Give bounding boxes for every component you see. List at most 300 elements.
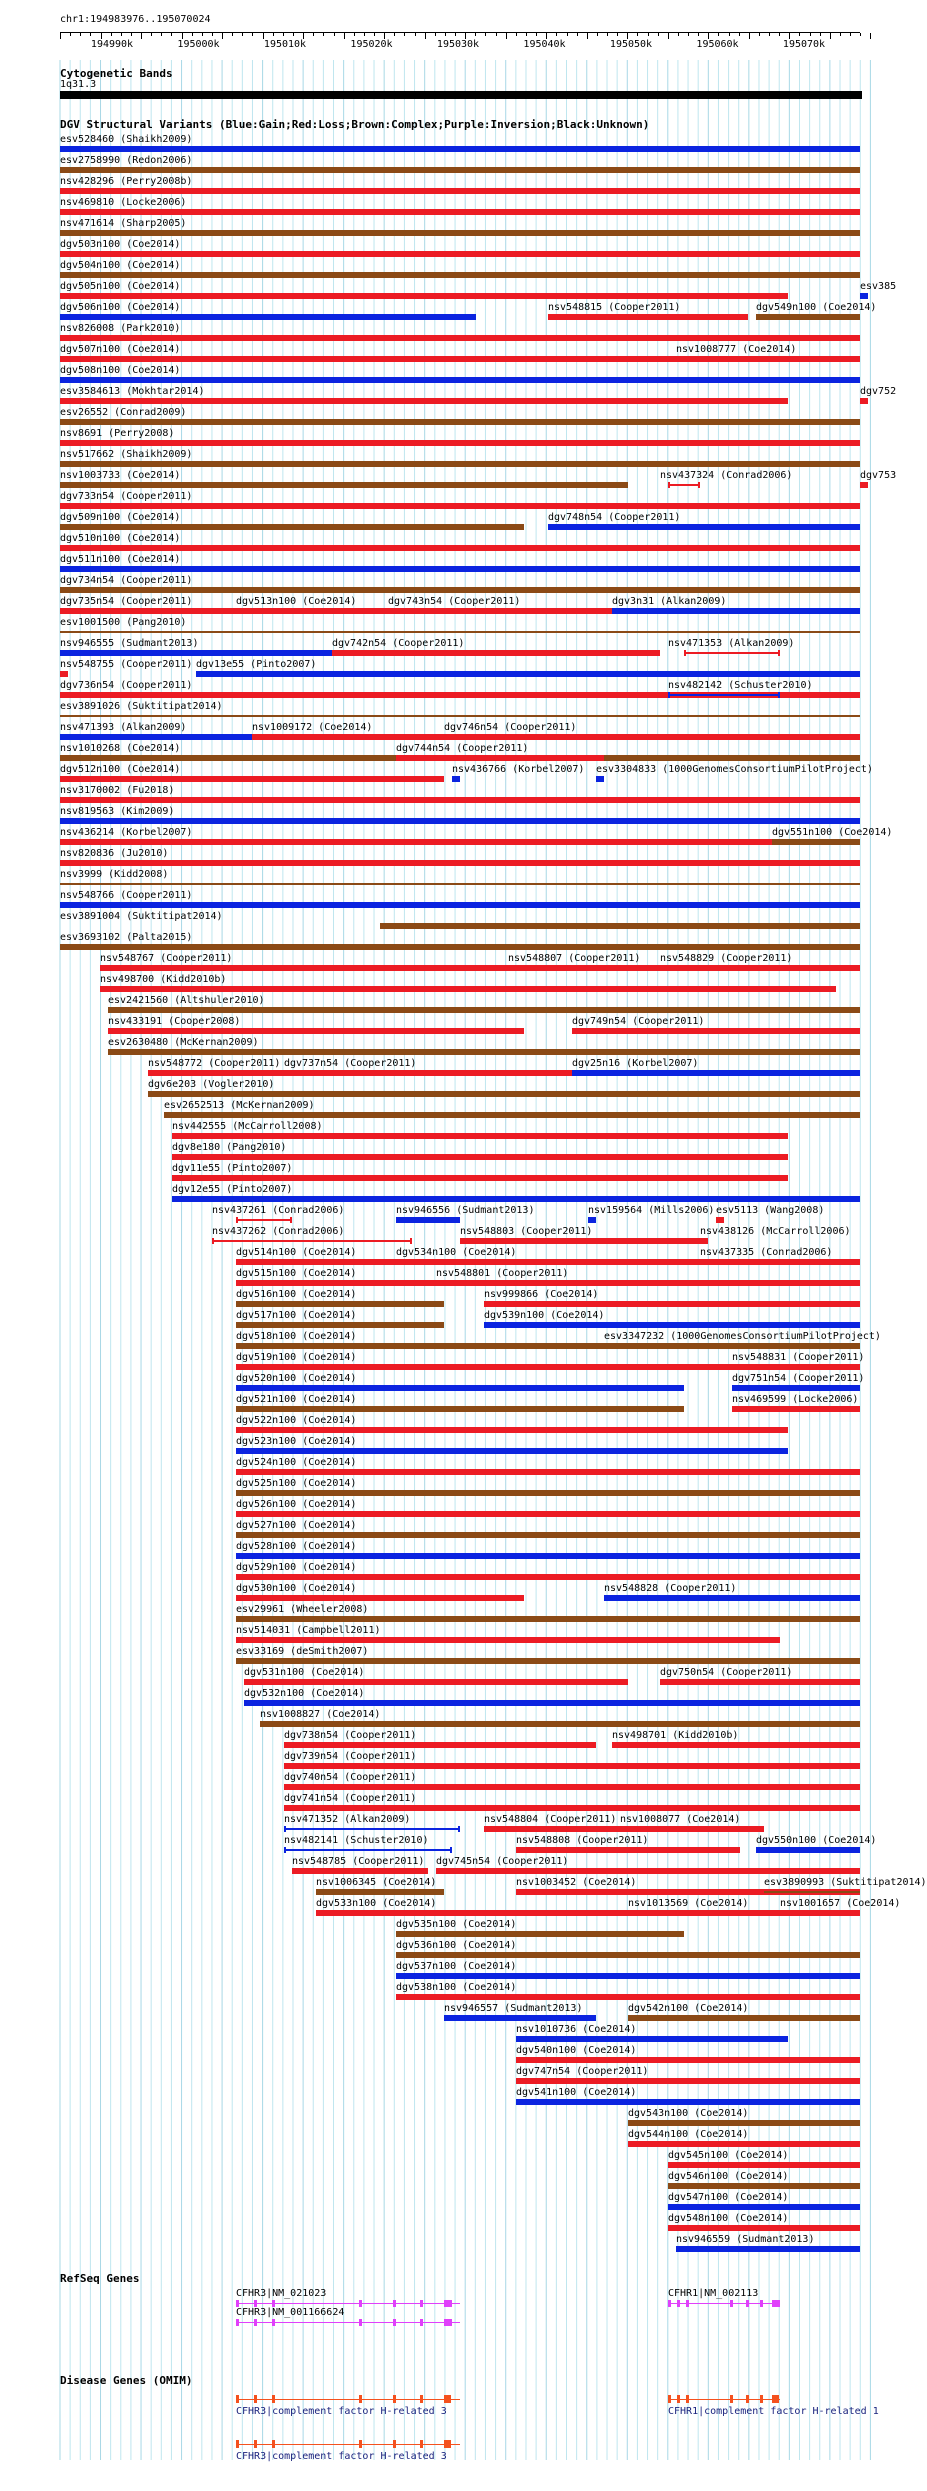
variant-label[interactable]: dgv11e55 (Pinto2007) — [172, 1163, 293, 1174]
variant-label[interactable]: dgv531n100 (Coe2014) — [244, 1667, 365, 1678]
variant-bar[interactable] — [444, 734, 860, 740]
variant-bar[interactable] — [236, 1553, 860, 1559]
variant-bar[interactable] — [436, 1868, 860, 1874]
variant-bar[interactable] — [676, 356, 860, 362]
variant-label[interactable]: esv3584613 (Mokhtar2014) — [60, 386, 205, 397]
variant-label[interactable]: dgv505n100 (Coe2014) — [60, 281, 181, 292]
variant-bar[interactable] — [396, 1952, 860, 1958]
variant-bar[interactable] — [236, 1219, 292, 1221]
variant-bar[interactable] — [244, 1700, 860, 1706]
variant-bar[interactable] — [108, 1028, 524, 1034]
variant-label[interactable]: esv26552 (Conrad2009) — [60, 407, 187, 418]
variant-label[interactable]: nsv428296 (Perry2008b) — [60, 176, 193, 187]
variant-bar[interactable] — [60, 608, 236, 614]
variant-bar[interactable] — [60, 839, 860, 845]
variant-bar[interactable] — [60, 818, 860, 824]
variant-bar[interactable] — [516, 1847, 740, 1853]
variant-label[interactable]: dgv507n100 (Coe2014) — [60, 344, 181, 355]
variant-label[interactable]: nsv1010268 (Coe2014) — [60, 743, 181, 754]
disease-label[interactable]: CFHR3|complement factor H-related 3 — [236, 2451, 447, 2462]
variant-bar[interactable] — [60, 650, 332, 656]
variant-bar[interactable] — [60, 230, 860, 236]
variant-label[interactable]: dgv504n100 (Coe2014) — [60, 260, 181, 271]
variant-label[interactable]: dgv529n100 (Coe2014) — [236, 1562, 357, 1573]
variant-label[interactable]: esv385 — [860, 281, 897, 292]
variant-label[interactable]: dgv516n100 (Coe2014) — [236, 1289, 357, 1300]
variant-label[interactable]: nsv1008827 (Coe2014) — [260, 1709, 381, 1720]
variant-label[interactable]: nsv436214 (Korbel2007) — [60, 827, 193, 838]
variant-label[interactable]: nsv442555 (McCarroll2008) — [172, 1121, 323, 1132]
variant-label[interactable]: nsv946556 (Sudmant2013) — [396, 1205, 535, 1216]
variant-bar[interactable] — [332, 650, 660, 656]
variant-bar[interactable] — [60, 209, 860, 215]
variant-label[interactable]: nsv438126 (McCarroll2006) — [700, 1226, 851, 1237]
variant-label[interactable]: nsv159564 (Mills2006) — [588, 1205, 715, 1216]
variant-label[interactable]: nsv548767 (Cooper2011) — [100, 953, 233, 964]
variant-label[interactable]: dgv750n54 (Cooper2011) — [660, 1667, 793, 1678]
variant-bar[interactable] — [604, 1595, 860, 1601]
variant-label[interactable]: dgv532n100 (Coe2014) — [244, 1688, 365, 1699]
gene-label[interactable]: CFHR3|NM_021023 — [236, 2288, 327, 2299]
variant-label[interactable]: dgv503n100 (Coe2014) — [60, 239, 181, 250]
variant-label[interactable]: dgv506n100 (Coe2014) — [60, 302, 181, 313]
variant-label[interactable]: nsv3170002 (Fu2018) — [60, 785, 175, 796]
variant-bar[interactable] — [516, 2099, 860, 2105]
variant-bar[interactable] — [732, 1406, 860, 1412]
variant-bar[interactable] — [60, 883, 860, 885]
variant-label[interactable]: dgv522n100 (Coe2014) — [236, 1415, 357, 1426]
variant-bar[interactable] — [236, 1658, 860, 1664]
variant-label[interactable]: esv2758990 (Redon2006) — [60, 155, 193, 166]
variant-label[interactable]: dgv524n100 (Coe2014) — [236, 1457, 357, 1468]
variant-bar[interactable] — [732, 1385, 860, 1391]
variant-label[interactable]: nsv1006345 (Coe2014) — [316, 1877, 437, 1888]
variant-label[interactable]: dgv550n100 (Coe2014) — [756, 1835, 877, 1846]
variant-label[interactable]: esv5113 (Wang2008) — [716, 1205, 825, 1216]
variant-label[interactable]: dgv549n100 (Coe2014) — [756, 302, 877, 313]
variant-label[interactable]: nsv946557 (Sudmant2013) — [444, 2003, 583, 2014]
variant-label[interactable]: dgv513n100 (Coe2014) — [236, 596, 357, 607]
variant-bar[interactable] — [236, 1469, 860, 1475]
variant-label[interactable]: dgv546n100 (Coe2014) — [668, 2171, 789, 2182]
variant-label[interactable]: dgv508n100 (Coe2014) — [60, 365, 181, 376]
variant-label[interactable]: esv2421560 (Altshuler2010) — [108, 995, 265, 1006]
variant-bar[interactable] — [860, 398, 868, 404]
variant-bar[interactable] — [668, 2204, 860, 2210]
variant-label[interactable]: dgv530n100 (Coe2014) — [236, 1583, 357, 1594]
disease-label[interactable]: CFHR3|complement factor H-related 3 — [236, 2406, 447, 2417]
variant-label[interactable]: dgv517n100 (Coe2014) — [236, 1310, 357, 1321]
variant-bar[interactable] — [316, 1889, 444, 1895]
variant-label[interactable]: nsv469810 (Locke2006) — [60, 197, 187, 208]
variant-bar[interactable] — [60, 251, 860, 257]
variant-bar[interactable] — [396, 1259, 860, 1265]
variant-label[interactable]: esv29961 (Wheeler2008) — [236, 1604, 369, 1615]
variant-label[interactable]: dgv512n100 (Coe2014) — [60, 764, 181, 775]
variant-label[interactable]: dgv535n100 (Coe2014) — [396, 1919, 517, 1930]
variant-bar[interactable] — [572, 1028, 860, 1034]
variant-label[interactable]: esv3304833 (1000GenomesConsortiumPilotProject) — [596, 764, 873, 775]
variant-label[interactable]: dgv548n100 (Coe2014) — [668, 2213, 789, 2224]
variant-bar[interactable] — [516, 2078, 860, 2084]
variant-label[interactable]: dgv753 — [860, 470, 897, 481]
variant-bar[interactable] — [108, 1049, 860, 1055]
variant-label[interactable]: nsv548772 (Cooper2011) — [148, 1058, 281, 1069]
variant-bar[interactable] — [244, 1679, 628, 1685]
variant-bar[interactable] — [388, 608, 612, 614]
variant-bar[interactable] — [236, 1595, 524, 1601]
variant-bar[interactable] — [236, 1301, 444, 1307]
variant-bar[interactable] — [108, 1007, 860, 1013]
variant-label[interactable]: dgv537n100 (Coe2014) — [396, 1961, 517, 1972]
variant-bar[interactable] — [60, 440, 860, 446]
variant-bar[interactable] — [660, 965, 860, 971]
variant-label[interactable]: nsv1010736 (Coe2014) — [516, 2024, 637, 2035]
variant-label[interactable]: nsv8691 (Perry2008) — [60, 428, 175, 439]
variant-bar[interactable] — [780, 1910, 860, 1916]
variant-label[interactable]: nsv999866 (Coe2014) — [484, 1289, 599, 1300]
variant-label[interactable]: dgv738n54 (Cooper2011) — [284, 1730, 417, 1741]
variant-label[interactable]: dgv737n54 (Cooper2011) — [284, 1058, 417, 1069]
variant-bar[interactable] — [60, 944, 860, 950]
variant-bar[interactable] — [548, 524, 860, 530]
variant-bar[interactable] — [60, 671, 68, 677]
variant-label[interactable]: nsv548803 (Cooper2011) — [460, 1226, 593, 1237]
variant-bar[interactable] — [516, 2057, 860, 2063]
variant-label[interactable]: dgv747n54 (Cooper2011) — [516, 2066, 649, 2077]
variant-label[interactable]: nsv548815 (Cooper2011) — [548, 302, 681, 313]
variant-label[interactable]: nsv548831 (Cooper2011) — [732, 1352, 865, 1363]
gene-label[interactable]: CFHR1|NM_002113 — [668, 2288, 759, 2299]
variant-bar[interactable] — [860, 293, 868, 299]
variant-bar[interactable] — [396, 1994, 860, 2000]
variant-label[interactable]: dgv540n100 (Coe2014) — [516, 2045, 637, 2056]
variant-bar[interactable] — [604, 1345, 860, 1347]
variant-bar[interactable] — [676, 2246, 860, 2252]
variant-bar[interactable] — [668, 2225, 860, 2231]
variant-label[interactable]: esv528460 (Shaikh2009) — [60, 134, 193, 145]
variant-bar[interactable] — [764, 1891, 860, 1893]
variant-bar[interactable] — [668, 484, 700, 486]
variant-label[interactable]: dgv733n54 (Cooper2011) — [60, 491, 193, 502]
variant-bar[interactable] — [436, 1280, 860, 1286]
variant-label[interactable]: dgv739n54 (Cooper2011) — [284, 1751, 417, 1762]
variant-bar[interactable] — [572, 1070, 860, 1076]
variant-bar[interactable] — [628, 2015, 860, 2021]
variant-bar[interactable] — [172, 1175, 788, 1181]
variant-label[interactable]: dgv525n100 (Coe2014) — [236, 1478, 357, 1489]
variant-label[interactable]: nsv548807 (Cooper2011) — [508, 953, 641, 964]
variant-bar[interactable] — [444, 2015, 596, 2021]
variant-bar[interactable] — [236, 1448, 788, 1454]
variant-bar[interactable] — [236, 1574, 860, 1580]
variant-bar[interactable] — [284, 1828, 460, 1830]
variant-label[interactable]: dgv518n100 (Coe2014) — [236, 1331, 357, 1342]
variant-label[interactable]: nsv826008 (Park2010) — [60, 323, 181, 334]
variant-label[interactable]: dgv545n100 (Coe2014) — [668, 2150, 789, 2161]
variant-bar[interactable] — [668, 694, 780, 696]
variant-label[interactable]: nsv1008077 (Coe2014) — [620, 1814, 741, 1825]
variant-bar[interactable] — [172, 1154, 788, 1160]
variant-label[interactable]: esv33169 (deSmith2007) — [236, 1646, 369, 1657]
variant-label[interactable]: esv2652513 (McKernan2009) — [164, 1100, 315, 1111]
variant-label[interactable]: dgv746n54 (Cooper2011) — [444, 722, 577, 733]
variant-label[interactable]: dgv8e180 (Pang2010) — [172, 1142, 287, 1153]
variant-bar[interactable] — [284, 1763, 860, 1769]
variant-label[interactable]: esv3693102 (Palta2015) — [60, 932, 193, 943]
variant-bar[interactable] — [716, 1217, 724, 1223]
variant-bar[interactable] — [612, 608, 860, 614]
variant-bar[interactable] — [460, 1238, 700, 1244]
variant-label[interactable]: dgv13e55 (Pinto2007) — [196, 659, 317, 670]
variant-bar[interactable] — [772, 839, 860, 845]
disease-label[interactable]: CFHR1|complement factor H-related 1 — [668, 2406, 879, 2417]
variant-bar[interactable] — [60, 566, 860, 572]
variant-bar[interactable] — [236, 1637, 780, 1643]
variant-bar[interactable] — [60, 272, 860, 278]
variant-label[interactable]: dgv12e55 (Pinto2007) — [172, 1184, 293, 1195]
variant-label[interactable]: esv3347232 (1000GenomesConsortiumPilotProject) — [604, 1331, 881, 1342]
variant-label[interactable]: dgv543n100 (Coe2014) — [628, 2108, 749, 2119]
variant-label[interactable]: nsv517662 (Shaikh2009) — [60, 449, 193, 460]
variant-label[interactable]: dgv527n100 (Coe2014) — [236, 1520, 357, 1531]
variant-bar[interactable] — [396, 1931, 684, 1937]
variant-bar[interactable] — [60, 797, 860, 803]
variant-bar[interactable] — [60, 377, 860, 383]
variant-bar[interactable] — [60, 482, 628, 488]
variant-label[interactable]: nsv471393 (Alkan2009) — [60, 722, 187, 733]
variant-bar[interactable] — [60, 146, 860, 152]
variant-bar[interactable] — [620, 1826, 764, 1832]
variant-bar[interactable] — [60, 419, 860, 425]
variant-bar[interactable] — [668, 2183, 860, 2189]
variant-bar[interactable] — [60, 776, 444, 782]
variant-bar[interactable] — [756, 314, 860, 320]
variant-bar[interactable] — [700, 1261, 780, 1263]
variant-label[interactable]: nsv437261 (Conrad2006) — [212, 1205, 345, 1216]
variant-label[interactable]: dgv509n100 (Coe2014) — [60, 512, 181, 523]
variant-label[interactable]: nsv946555 (Sudmant2013) — [60, 638, 199, 649]
variant-bar[interactable] — [684, 652, 780, 654]
variant-label[interactable]: nsv433191 (Cooper2008) — [108, 1016, 241, 1027]
variant-bar[interactable] — [60, 314, 476, 320]
variant-bar[interactable] — [164, 1112, 860, 1118]
variant-bar[interactable] — [396, 1217, 460, 1223]
variant-bar[interactable] — [700, 1238, 708, 1244]
variant-label[interactable]: nsv437335 (Conrad2006) — [700, 1247, 833, 1258]
variant-label[interactable]: nsv1003733 (Coe2014) — [60, 470, 181, 481]
variant-bar[interactable] — [396, 1973, 860, 1979]
variant-label[interactable]: nsv498701 (Kidd2010b) — [612, 1730, 739, 1741]
variant-bar[interactable] — [148, 1091, 860, 1097]
variant-label[interactable]: esv1001500 (Pang2010) — [60, 617, 187, 628]
variant-bar[interactable] — [284, 1742, 596, 1748]
variant-label[interactable]: dgv519n100 (Coe2014) — [236, 1352, 357, 1363]
variant-bar[interactable] — [60, 167, 860, 173]
variant-label[interactable]: nsv3999 (Kidd2008) — [60, 869, 169, 880]
variant-label[interactable]: dgv741n54 (Cooper2011) — [284, 1793, 417, 1804]
variant-bar[interactable] — [236, 1490, 860, 1496]
variant-label[interactable]: dgv743n54 (Cooper2011) — [388, 596, 521, 607]
variant-label[interactable]: nsv548804 (Cooper2011) — [484, 1814, 617, 1825]
variant-bar[interactable] — [292, 1868, 428, 1874]
variant-label[interactable]: dgv6e203 (Vogler2010) — [148, 1079, 275, 1090]
variant-bar[interactable] — [380, 923, 860, 929]
variant-label[interactable]: dgv533n100 (Coe2014) — [316, 1898, 437, 1909]
variant-bar[interactable] — [60, 715, 860, 717]
variant-label[interactable]: dgv742n54 (Cooper2011) — [332, 638, 465, 649]
variant-bar[interactable] — [60, 293, 788, 299]
variant-bar[interactable] — [100, 986, 836, 992]
variant-bar[interactable] — [484, 1301, 860, 1307]
variant-label[interactable]: nsv436766 (Korbel2007) — [452, 764, 585, 775]
variant-label[interactable]: dgv515n100 (Coe2014) — [236, 1268, 357, 1279]
variant-bar[interactable] — [60, 524, 524, 530]
variant-bar[interactable] — [60, 631, 860, 633]
variant-label[interactable]: nsv437262 (Conrad2006) — [212, 1226, 345, 1237]
variant-bar[interactable] — [452, 776, 460, 782]
variant-bar[interactable] — [548, 314, 748, 320]
variant-label[interactable]: nsv482142 (Schuster2010) — [668, 680, 813, 691]
variant-bar[interactable] — [596, 776, 604, 782]
gene-label[interactable]: CFHR3|NM_001166624 — [236, 2307, 345, 2318]
variant-bar[interactable] — [60, 902, 860, 908]
variant-label[interactable]: esv3891026 (Suktitipat2014) — [60, 701, 223, 712]
variant-bar[interactable] — [60, 545, 860, 551]
variant-label[interactable]: dgv536n100 (Coe2014) — [396, 1940, 517, 1951]
variant-bar[interactable] — [484, 1322, 860, 1328]
variant-label[interactable]: dgv538n100 (Coe2014) — [396, 1982, 517, 1993]
variant-label[interactable]: dgv523n100 (Coe2014) — [236, 1436, 357, 1447]
variant-bar[interactable] — [60, 335, 860, 341]
variant-label[interactable]: nsv437324 (Conrad2006) — [660, 470, 793, 481]
variant-bar[interactable] — [284, 1805, 860, 1811]
variant-label[interactable]: dgv25n16 (Korbel2007) — [572, 1058, 699, 1069]
variant-label[interactable]: nsv946559 (Sudmant2013) — [676, 2234, 815, 2245]
variant-label[interactable]: dgv528n100 (Coe2014) — [236, 1541, 357, 1552]
variant-label[interactable]: nsv1013569 (Coe2014) — [628, 1898, 749, 1909]
variant-label[interactable]: dgv542n100 (Coe2014) — [628, 2003, 749, 2014]
variant-bar[interactable] — [236, 1427, 788, 1433]
variant-label[interactable]: dgv520n100 (Coe2014) — [236, 1373, 357, 1384]
variant-label[interactable]: nsv548828 (Cooper2011) — [604, 1583, 737, 1594]
variant-label[interactable]: dgv544n100 (Coe2014) — [628, 2129, 749, 2140]
variant-label[interactable]: dgv752 — [860, 386, 897, 397]
variant-bar[interactable] — [60, 356, 676, 362]
variant-bar[interactable] — [236, 1532, 860, 1538]
variant-label[interactable]: nsv471352 (Alkan2009) — [284, 1814, 411, 1825]
variant-label[interactable]: dgv736n54 (Cooper2011) — [60, 680, 193, 691]
variant-label[interactable]: dgv740n54 (Cooper2011) — [284, 1772, 417, 1783]
variant-bar[interactable] — [284, 1849, 452, 1851]
variant-label[interactable]: dgv526n100 (Coe2014) — [236, 1499, 357, 1510]
variant-label[interactable]: nsv820836 (Ju2010) — [60, 848, 169, 859]
variant-label[interactable]: dgv547n100 (Coe2014) — [668, 2192, 789, 2203]
variant-label[interactable]: nsv548766 (Cooper2011) — [60, 890, 193, 901]
position-ruler[interactable] — [60, 26, 860, 52]
variant-label[interactable]: dgv3n31 (Alkan2009) — [612, 596, 727, 607]
variant-bar[interactable] — [668, 2162, 860, 2168]
variant-bar[interactable] — [628, 2120, 860, 2126]
variant-bar[interactable] — [236, 1406, 684, 1412]
variant-label[interactable]: dgv521n100 (Coe2014) — [236, 1394, 357, 1405]
variant-label[interactable]: dgv539n100 (Coe2014) — [484, 1310, 605, 1321]
variant-bar[interactable] — [612, 1742, 860, 1748]
variant-label[interactable]: nsv514031 (Campbell2011) — [236, 1625, 381, 1636]
variant-bar[interactable] — [60, 503, 860, 509]
variant-label[interactable]: nsv1001657 (Coe2014) — [780, 1898, 901, 1909]
variant-label[interactable]: dgv745n54 (Cooper2011) — [436, 1856, 569, 1867]
variant-label[interactable]: nsv548801 (Cooper2011) — [436, 1268, 569, 1279]
variant-label[interactable]: dgv541n100 (Coe2014) — [516, 2087, 637, 2098]
variant-bar[interactable] — [396, 755, 604, 761]
variant-label[interactable]: esv3891004 (Suktitipat2014) — [60, 911, 223, 922]
variant-bar[interactable] — [60, 587, 860, 593]
variant-label[interactable]: nsv548829 (Cooper2011) — [660, 953, 793, 964]
variant-bar[interactable] — [516, 2036, 788, 2042]
variant-bar[interactable] — [196, 671, 860, 677]
variant-label[interactable]: nsv498700 (Kidd2010b) — [100, 974, 227, 985]
variant-label[interactable]: esv3890993 (Suktitipat2014) — [764, 1877, 927, 1888]
variant-label[interactable]: dgv751n54 (Cooper2011) — [732, 1373, 865, 1384]
variant-label[interactable]: dgv534n100 (Coe2014) — [396, 1247, 517, 1258]
variant-label[interactable]: dgv510n100 (Coe2014) — [60, 533, 181, 544]
variant-bar[interactable] — [60, 188, 860, 194]
variant-label[interactable]: nsv819563 (Kim2009) — [60, 806, 175, 817]
variant-label[interactable]: dgv511n100 (Coe2014) — [60, 554, 181, 565]
cytoband-bar[interactable] — [60, 91, 862, 99]
variant-bar[interactable] — [236, 1511, 860, 1517]
variant-bar[interactable] — [260, 1721, 860, 1727]
variant-label[interactable]: dgv734n54 (Cooper2011) — [60, 575, 193, 586]
variant-label[interactable]: dgv735n54 (Cooper2011) — [60, 596, 193, 607]
variant-label[interactable]: dgv514n100 (Coe2014) — [236, 1247, 357, 1258]
variant-label[interactable]: nsv482141 (Schuster2010) — [284, 1835, 429, 1846]
variant-bar[interactable] — [236, 1616, 860, 1622]
variant-bar[interactable] — [236, 1322, 444, 1328]
variant-bar[interactable] — [172, 1196, 860, 1202]
variant-bar[interactable] — [172, 1133, 788, 1139]
variant-bar[interactable] — [588, 1217, 596, 1223]
variant-bar[interactable] — [756, 1847, 860, 1853]
variant-label[interactable]: nsv548808 (Cooper2011) — [516, 1835, 649, 1846]
variant-bar[interactable] — [628, 2141, 860, 2147]
variant-bar[interactable] — [60, 461, 860, 467]
variant-bar[interactable] — [60, 398, 788, 404]
variant-label[interactable]: dgv744n54 (Cooper2011) — [396, 743, 529, 754]
ruler-tick — [729, 33, 730, 36]
variant-bar[interactable] — [236, 1385, 684, 1391]
variant-bar[interactable] — [860, 482, 868, 488]
variant-bar[interactable] — [212, 1240, 412, 1242]
variant-label[interactable]: esv2630480 (McKernan2009) — [108, 1037, 259, 1048]
variant-label[interactable]: nsv548755 (Cooper2011) — [60, 659, 193, 670]
variant-label[interactable]: nsv471614 (Sharp2005) — [60, 218, 187, 229]
variant-label[interactable]: nsv548785 (Cooper2011) — [292, 1856, 425, 1867]
variant-bar[interactable] — [284, 1784, 860, 1790]
variant-bar[interactable] — [732, 1364, 860, 1370]
variant-label[interactable]: dgv748n54 (Cooper2011) — [548, 512, 681, 523]
variant-label[interactable]: nsv1008777 (Coe2014) — [676, 344, 797, 355]
variant-label[interactable]: nsv469599 (Locke2006) — [732, 1394, 859, 1405]
variant-bar[interactable] — [60, 860, 860, 866]
variant-label[interactable]: nsv1009172 (Coe2014) — [252, 722, 373, 733]
variant-label[interactable]: dgv749n54 (Cooper2011) — [572, 1016, 705, 1027]
variant-bar[interactable] — [660, 1679, 860, 1685]
variant-label[interactable]: dgv551n100 (Coe2014) — [772, 827, 893, 838]
variant-label[interactable]: nsv1003452 (Coe2014) — [516, 1877, 637, 1888]
variant-label[interactable]: nsv471353 (Alkan2009) — [668, 638, 795, 649]
